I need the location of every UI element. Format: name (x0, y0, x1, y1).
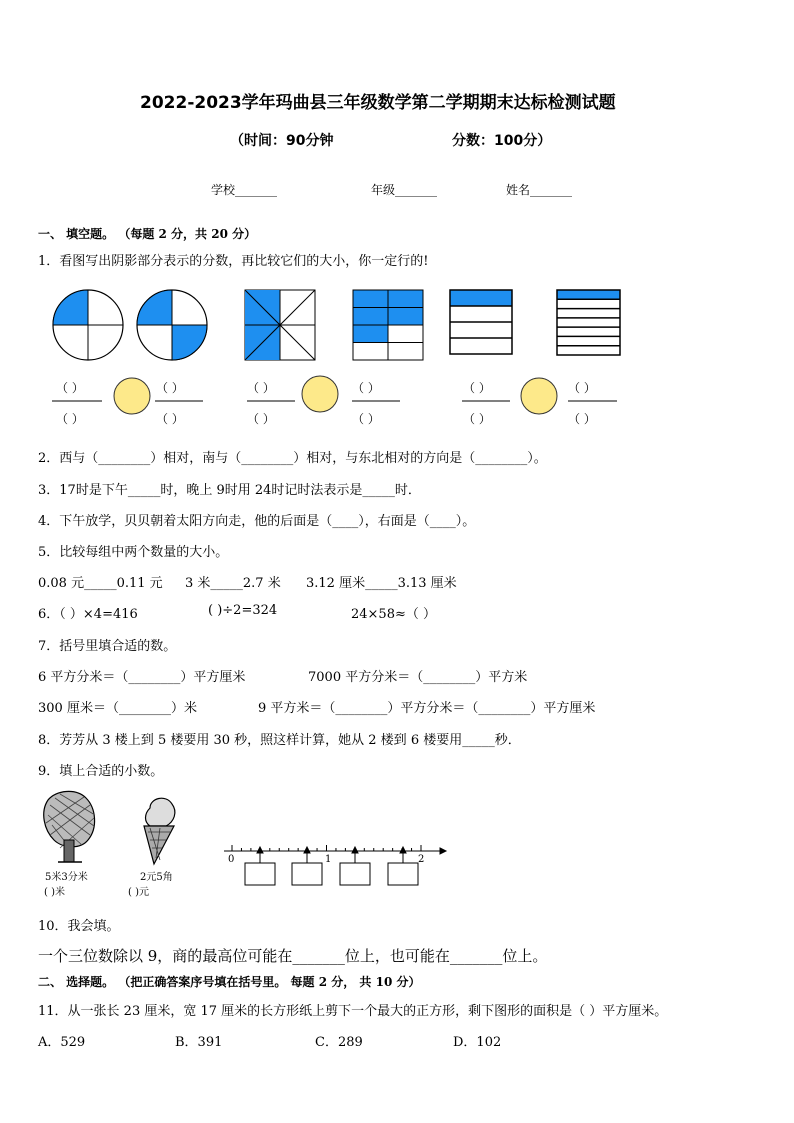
question-9: 9．填上合适的小数。 (38, 764, 164, 779)
section1-heading: 一、 填空题。 （每题 2 分，共 20 分） (38, 227, 257, 241)
compare-circle-2 (302, 376, 338, 412)
question-7: 7．括号里填合适的数。 (38, 639, 177, 654)
name-field: 姓名_______ (506, 183, 573, 197)
fraction-4-numerator[interactable]: （ ） (352, 381, 380, 395)
fraction-1-denominator[interactable]: （ ） (56, 412, 84, 426)
numberline-label-2: 2 (418, 854, 425, 865)
page-title: 2022-2023学年玛曲县三年级数学第二学期期末达标检测试题 (140, 93, 616, 113)
option-c[interactable]: C．289 (315, 1035, 363, 1050)
square-triangles (245, 290, 315, 360)
tree-height-label: 5米3分米 (45, 872, 88, 883)
fraction-4-denominator[interactable]: （ ） (352, 412, 380, 426)
exam-score: 分数：100分） (452, 133, 552, 149)
fraction-5-denominator[interactable]: （ ） (463, 412, 491, 426)
question-6c: 24×58≈（ ） (351, 607, 437, 622)
question-5: 5．比较每组中两个数量的大小。 (38, 545, 229, 560)
question-1: 1．看图写出阴影部分表示的分数，再比较它们的大小，你一定行的! (38, 254, 429, 269)
grid-fraction (353, 290, 423, 360)
number-line (224, 845, 446, 885)
question-5b: 3 米_____2.7 米 (185, 576, 281, 591)
option-b[interactable]: B．391 (175, 1035, 223, 1050)
question-8: 8．芳芳从 3 楼上到 5 楼要用 30 秒，照这样计算，她从 2 楼到 6 楼要用_____秒． (38, 733, 521, 748)
question-11: 11．从一张长 23 厘米，宽 17 厘米的长方形纸上剪下一个最大的正方形，剩下图形的面积是（ ）平方厘米。 (38, 1004, 668, 1019)
circle-fraction-1 (53, 290, 123, 360)
numberline-label-1: 1 (325, 854, 332, 865)
fraction-3-denominator[interactable]: （ ） (247, 412, 275, 426)
ice-cream-price-blank[interactable]: ( )元 (128, 887, 149, 898)
fraction-6-numerator[interactable]: （ ） (568, 381, 596, 395)
fraction-2-denominator[interactable]: （ ） (156, 412, 184, 426)
question-7d: 9 平方米＝（________）平方分米＝（________）平方厘米 (258, 701, 596, 716)
fraction-3-numerator[interactable]: （ ） (247, 381, 275, 395)
option-d[interactable]: D．102 (453, 1035, 502, 1050)
question-6b: ( )÷2=324 (208, 603, 278, 618)
tree-icon (44, 791, 95, 862)
question-7b: 7000 平方分米＝（________）平方米 (308, 670, 528, 685)
compare-circle-3 (521, 378, 557, 414)
question-5c: 3.12 厘米_____3.13 厘米 (306, 576, 457, 591)
section2-heading: 二、 选择题。 （把正确答案序号填在括号里。 每题 2 分， 共 10 分） (38, 975, 421, 989)
question-2: 2．西与（________）相对，南与（________）相对，与东北相对的方向是（________）。 (38, 451, 547, 466)
fraction-6-denominator[interactable]: （ ） (568, 412, 596, 426)
fraction-2-numerator[interactable]: （ ） (156, 381, 184, 395)
exam-time: （时间：90分钟 (230, 133, 334, 149)
question-10-text: 一个三位数除以 9，商的最高位可能在_______位上，也可能在_______位上。 (38, 947, 548, 965)
option-a[interactable]: A．529 (38, 1035, 86, 1050)
rect-rows-7 (557, 290, 620, 355)
tree-height-blank[interactable]: ( )米 (44, 887, 65, 898)
grade-field: 年级_______ (371, 183, 438, 197)
question-4: 4．下午放学，贝贝朝着太阳方向走，他的后面是（____），右面是（____）。 (38, 514, 476, 529)
question-5a: 0.08 元_____0.11 元 (38, 576, 163, 591)
school-field: 学校_______ (211, 183, 278, 197)
circle-fraction-2 (137, 290, 207, 360)
ice-cream-price-label: 2元5角 (140, 872, 173, 883)
numberline-label-0: 0 (228, 854, 235, 865)
question-7c: 300 厘米＝（________）米 (38, 701, 197, 716)
compare-circle-1 (114, 378, 150, 414)
ice-cream-icon (144, 798, 175, 864)
question-6a: 6．（ ）×4=416 (38, 607, 138, 622)
question-3: 3．17时是下午_____时，晚上 9时用 24时记时法表示是_____时． (38, 483, 421, 498)
fraction-5-numerator[interactable]: （ ） (463, 381, 491, 395)
question-7a: 6 平方分米＝（________）平方厘米 (38, 670, 246, 685)
question-10: 10．我会填。 (38, 919, 120, 934)
rect-rows-4 (450, 290, 512, 354)
fraction-1-numerator[interactable]: （ ） (56, 381, 84, 395)
